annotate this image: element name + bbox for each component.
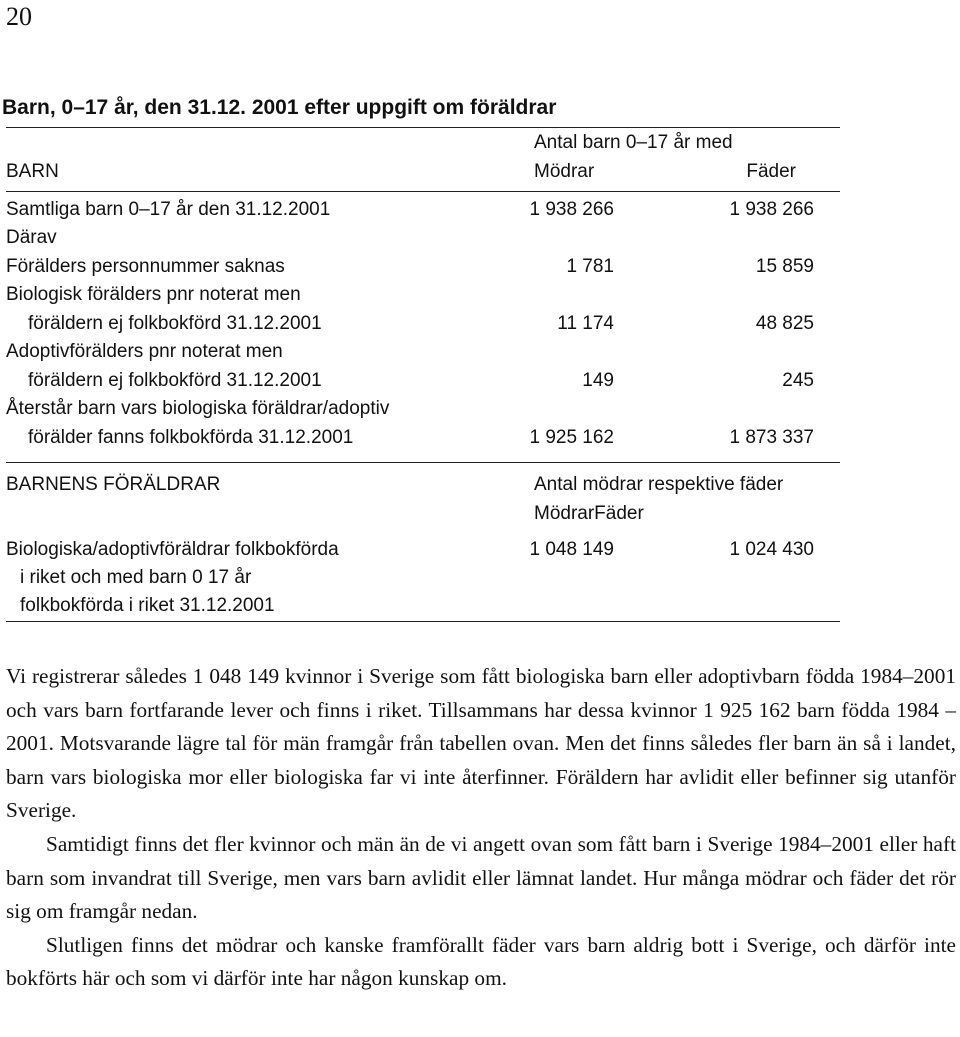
table-title: Barn, 0–17 år, den 31.12. 2001 efter uppgift om föräldrar <box>2 96 557 119</box>
paragraph: Samtidigt finns det fler kvinnor och män än de vi angett ovan som fått barn i Sverige 1984–2001 eller haft barn som invandrat till Sverige, men vars barn avlidit eller lämnat landet. Hur många mödrar och fäder det rör sig om framgår nedan. <box>6 831 956 924</box>
table-row: folkbokförda i riket 31.12.2001 <box>20 595 275 616</box>
table-bottom-rule <box>6 621 840 622</box>
table-row: föräldern ej folkbokförd 31.12.2001 11 174 48 825 <box>28 313 814 334</box>
table-row: föräldern ej folkbokförd 31.12.2001 149 245 <box>28 370 814 391</box>
table-row: Återstår barn vars biologiska föräldrar/adoptiv <box>6 398 390 419</box>
table-header-rule <box>6 191 840 192</box>
col-mothers-header: Mödrar <box>534 161 595 182</box>
col-group-header: Antal mödrar respektive fäder <box>534 474 784 495</box>
table-top-rule <box>6 127 840 128</box>
col-fathers-header: Fäder <box>746 161 796 182</box>
col-label-header: BARN <box>6 161 59 182</box>
table-divider-rule <box>6 462 840 463</box>
table-row: förälder fanns folkbokförda 31.12.2001 1 925 162 1 873 337 <box>28 427 814 448</box>
col-mothers-fathers-header: MödrarFäder <box>534 503 644 524</box>
table-row: Biologisk förälders pnr noterat men <box>6 284 301 305</box>
table-row: Biologiska/adoptivföräldrar folkbokförda 1 048 149 1 024 430 <box>6 539 814 560</box>
col-group-header: Antal barn 0–17 år med <box>534 132 733 153</box>
paragraph: Vi registrerar således 1 048 149 kvinnor i Sverige som fått biologiska barn eller adoptivbarn födda 1984–2001 och vars barn fortfarande lever och finns i riket. Tillsammans har dessa kvinnor 1 925 162 barn födda 1984 – 2001. Motsvarande lägre tal för män framgår från tabellen ovan. Men det finns således fler barn än så i landet, barn vars biologiska mor eller biologiska far vi inte återfinner. Föräldern har avlidit eller befinner sig utanför Sverige. <box>6 664 956 823</box>
table-row: Därav <box>6 227 57 248</box>
paragraph: Slutligen finns det mödrar och kanske framförallt fäder vars barn aldrig bott i Sverige, och därför inte bokförts här och som vi därför inte har någon kunskap om. <box>6 932 956 991</box>
table-row: Samtliga barn 0–17 år den 31.12.2001 1 938 266 1 938 266 <box>6 199 814 220</box>
table-row: i riket och med barn 0 17 år <box>20 567 252 588</box>
page-number: 20 <box>6 2 32 31</box>
col-label-header: BARNENS FÖRÄLDRAR <box>6 474 221 495</box>
body-text <box>6 660 956 996</box>
table-row: Adoptivförälders pnr noterat men <box>6 341 283 362</box>
table-row: Förälders personnummer saknas 1 781 15 859 <box>6 256 814 277</box>
